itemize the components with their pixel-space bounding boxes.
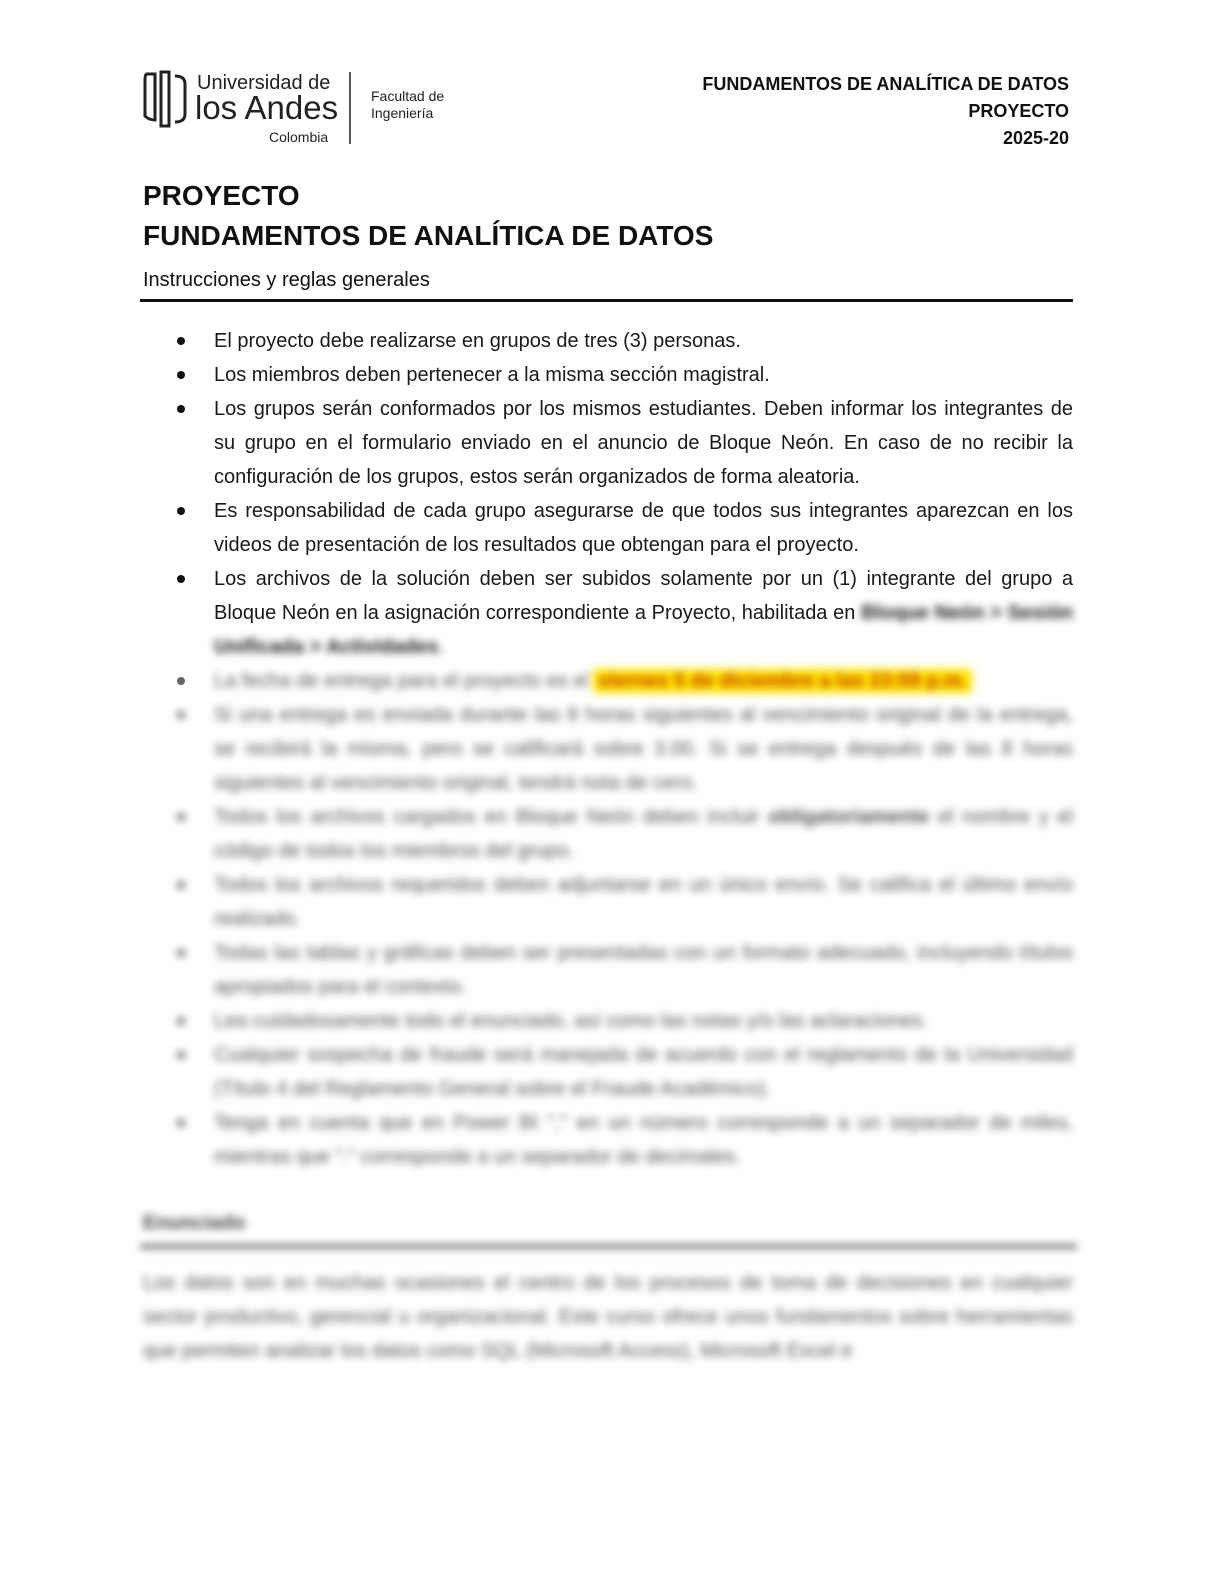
bullet-icon	[177, 881, 185, 889]
bold-path: Bloque Neón > Sesión Unificada > Actividades	[214, 602, 1073, 658]
list-item: Si una entrega es enviada durante las 8 horas siguientes al vencimiento original de la entrega, se recibirá la misma, pero se calificará sobre 3.00. Si se entrega después de las 8 horas siguientes al vencimiento original, tendrá nota de cero.	[143, 698, 1073, 800]
header-term: 2025-20	[1002, 128, 1069, 148]
logo-andes-text: los Andes	[195, 89, 339, 126]
running-header	[702, 71, 1069, 152]
bullet-icon	[177, 949, 185, 957]
list-item: Todas las tablas y gráficas deben ser presentadas con un formato adecuado, incluyendo títulos apropiados para el contexto.	[143, 936, 1073, 1004]
bullet-icon	[177, 507, 185, 515]
bullet-icon	[177, 711, 185, 719]
university-logo	[141, 68, 461, 148]
deadline-highlight: viernes 5 de diciembre a las 23:59 p.m.	[594, 670, 971, 692]
bullet-icon	[177, 1051, 185, 1059]
bullet-icon	[177, 575, 185, 583]
title-line-2: FUNDAMENTOS DE ANALÍTICA DE DATOS	[143, 220, 714, 251]
bullet-icon	[177, 337, 185, 345]
andes-emblem-icon	[141, 70, 189, 128]
enunciado-paragraph: Los datos son en muchas ocasiones el centro de los procesos de toma de decisiones en cualquier sector productivo, gerencial u organizacional. Este curso ofrece unos fundamentos sobre herramientas que permiten analizar los datos como SQL (Microsoft Access), Microsoft Excel e	[143, 1272, 1073, 1362]
logo-faculty-text: Facultad de Ingeniería	[371, 88, 445, 121]
enunciado-heading: Enunciado	[143, 1212, 246, 1234]
bullet-icon	[177, 813, 185, 821]
list-item: Los archivos de la solución deben ser subidos solamente por un (1) integrante del grupo a Bloque Neón en la asignación correspondiente a Proyecto, habilitada en Bloque Neón > Sesión Unificada > Actividades.	[143, 562, 1073, 664]
list-item: Los grupos serán conformados por los mismos estudiantes. Deben informar los integrantes de su grupo en el formulario enviado en el anuncio de Bloque Neón. En caso de no recibir la configuración de los grupos, estos serán organizados de forma aleatoria.	[143, 392, 1073, 494]
header-doc-type: PROYECTO	[968, 101, 1069, 121]
bullet-icon	[177, 371, 185, 379]
list-item: Lea cuidadosamente todo el enunciado, así como las notas y/o las aclaraciones.	[143, 1004, 1073, 1038]
list-item: Tenga en cuenta que en Power BI "," en un número corresponde a un separador de miles, mientras que "." corresponde a un separador de decimales.	[143, 1106, 1073, 1174]
list-item: El proyecto debe realizarse en grupos de tres (3) personas.	[143, 324, 1073, 358]
logo-country-text: Colombia	[269, 129, 329, 145]
header-course: FUNDAMENTOS DE ANALÍTICA DE DATOS	[702, 74, 1069, 94]
list-item: Cualquier sospecha de fraude será manejada de acuerdo con el reglamento de la Universidad (Título 4 del Reglamento General sobre el Fraude Académico).	[143, 1038, 1073, 1106]
section-subtitle: Instrucciones y reglas generales	[143, 269, 430, 291]
bullet-icon	[177, 677, 185, 685]
title-line-1: PROYECTO	[143, 180, 300, 211]
list-item: Es responsabilidad de cada grupo asegurarse de que todos sus integrantes aparezcan en los videos de presentación de los resultados que obtengan para el proyecto.	[143, 494, 1073, 562]
logo-divider	[349, 72, 351, 144]
logo-university-text: Universidad de	[197, 72, 331, 94]
bullet-icon	[177, 1119, 185, 1127]
rules-list	[143, 324, 1073, 1174]
enunciado-divider	[140, 1244, 1077, 1249]
list-item: La fecha de entrega para el proyecto es el viernes 5 de diciembre a las 23:59 p.m.	[143, 664, 1073, 698]
bullet-icon	[177, 1017, 185, 1025]
list-item: Todos los archivos requeridos deben adjuntarse en un único envío. Se califica el último envío realizado.	[143, 868, 1073, 936]
page-title	[143, 176, 1073, 256]
list-item: Todos los archivos cargados en Bloque Neón deben incluir obligatoriamente el nombre y el código de todos los miembros del grupo.	[143, 800, 1073, 868]
bullet-icon	[177, 405, 185, 413]
section-divider	[140, 299, 1073, 302]
list-item: Los miembros deben pertenecer a la misma sección magistral.	[143, 358, 1073, 392]
